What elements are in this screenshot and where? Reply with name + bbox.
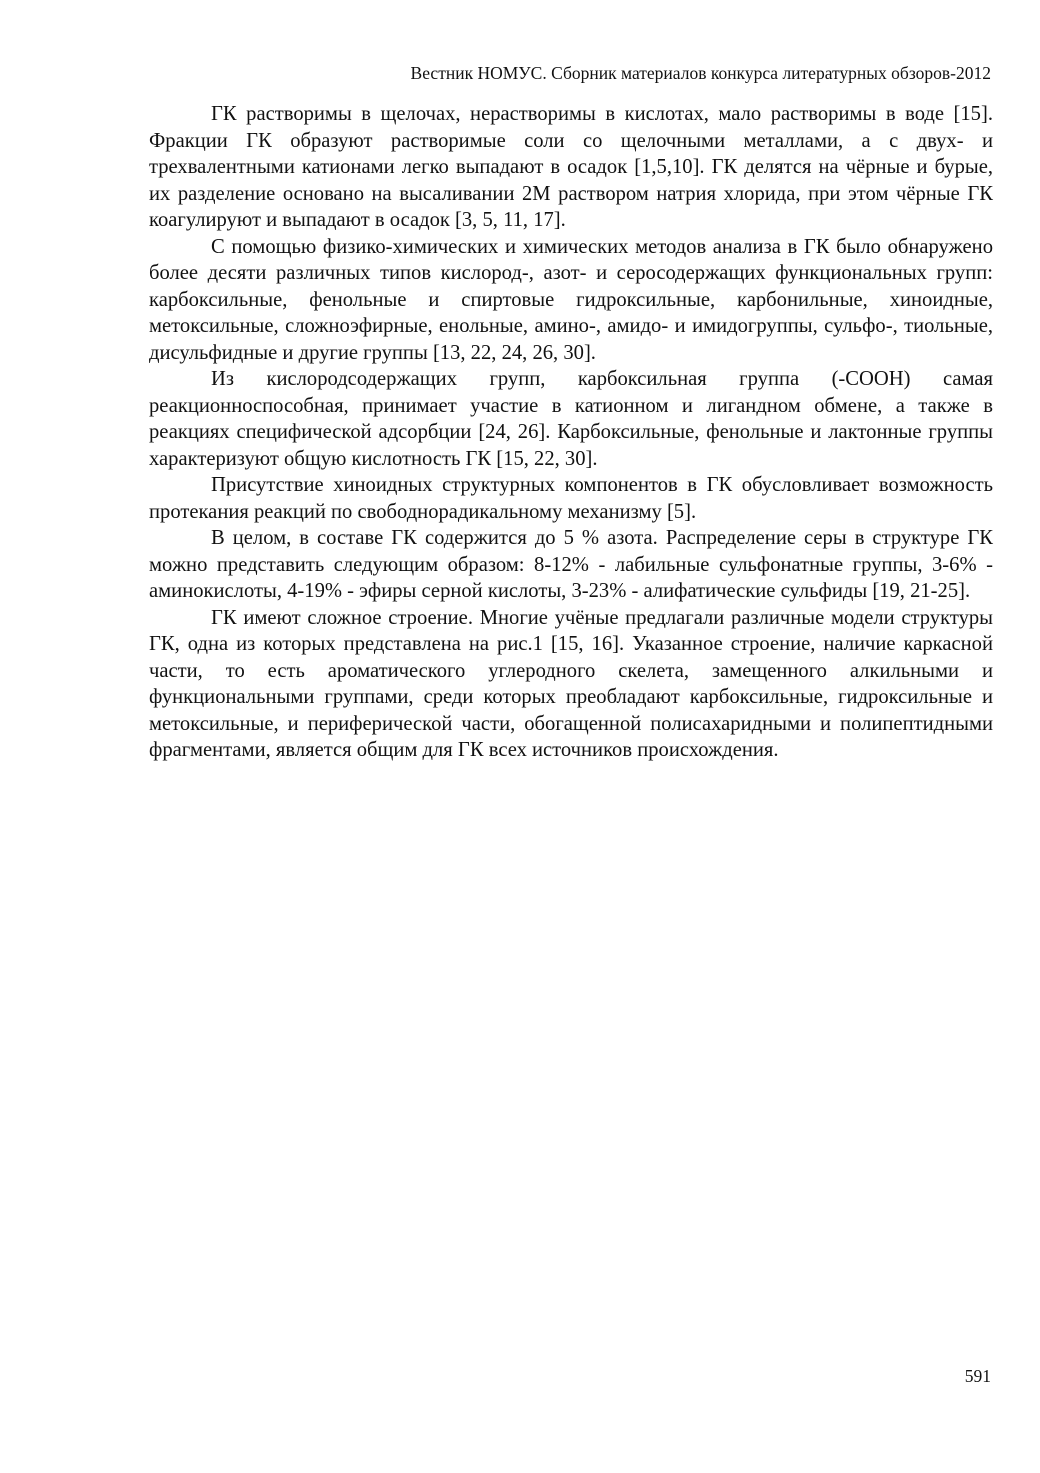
- body-text: [149, 101, 993, 764]
- paragraph-structure: ГК имеют сложное строение. Многие учёные предлагали различные модели структуры ГК, одна из которых представлена на рис.1 [15, 16]. Указанное строение, наличие каркасной части, то есть ароматического углеродного скелета, замещенного алкильными и функциональными группами, среди которых преобладают карбоксильные, гидроксильные и метоксильные, и периферической части, обогащенной полисахаридными и полипептидными фрагментами, является общим для ГК всех источников происхождения.: [149, 606, 993, 761]
- running-header: Вестник НОМУС. Сборник материалов конкурса литературных обзоров-2012: [410, 63, 991, 83]
- paragraph-carboxyl-group: Из кислородсодержащих групп, карбоксильная группа (-COOH) самая реакционноспособная, принимает участие в катионном и лигандном обмене, а также в реакциях специфической адсорбции [24, 26]. Карбоксильные, фенольные и лактонные группы характеризуют общую кислотность ГК [15, 22, 30].: [149, 368, 993, 470]
- paragraph-nitrogen-sulfur: В целом, в составе ГК содержится до 5 % азота. Распределение серы в структуре ГК можно представить следующим образом: 8-12% - лабильные сульфонатные группы, 3-6% - аминокислоты, 4-19% - эфиры серной кислоты, 3-23% - алифатические сульфиды [19, 21-25].: [149, 527, 993, 602]
- paragraph-functional-groups: С помощью физико-химических и химических методов анализа в ГК было обнаружено более десяти различных типов кислород-, азот- и серосодержащих функциональных групп: карбоксильные, фенольные и спиртовые гидроксильные, карбонильные, хиноидные, метоксильные, сложноэфирные, енольные, амино-, амидо- и имидогруппы, сульфо-, тиольные, дисульфидные и другие группы [13, 22, 24, 26, 30].: [149, 235, 993, 364]
- paragraph-solubility: ГК растворимы в щелочах, нерастворимы в кислотах, мало растворимы в воде [15]. Фракции ГК образуют растворимые соли со щелочными металлами, а с двух- и трехвалентными катионами легко выпадают в осадок [1,5,10]. ГК делятся на чёрные и бурые, их разделение основано на высаливании 2М раствором натрия хлорида, при этом чёрные ГК коагулируют и выпадают в осадок [3, 5, 11, 17].: [149, 103, 993, 231]
- page-number: 591: [964, 1366, 991, 1386]
- paragraph-quinoid-components: Присутствие хиноидных структурных компонентов в ГК обусловливает возможность протекания реакций по свободнорадикальному механизму [5].: [149, 474, 993, 523]
